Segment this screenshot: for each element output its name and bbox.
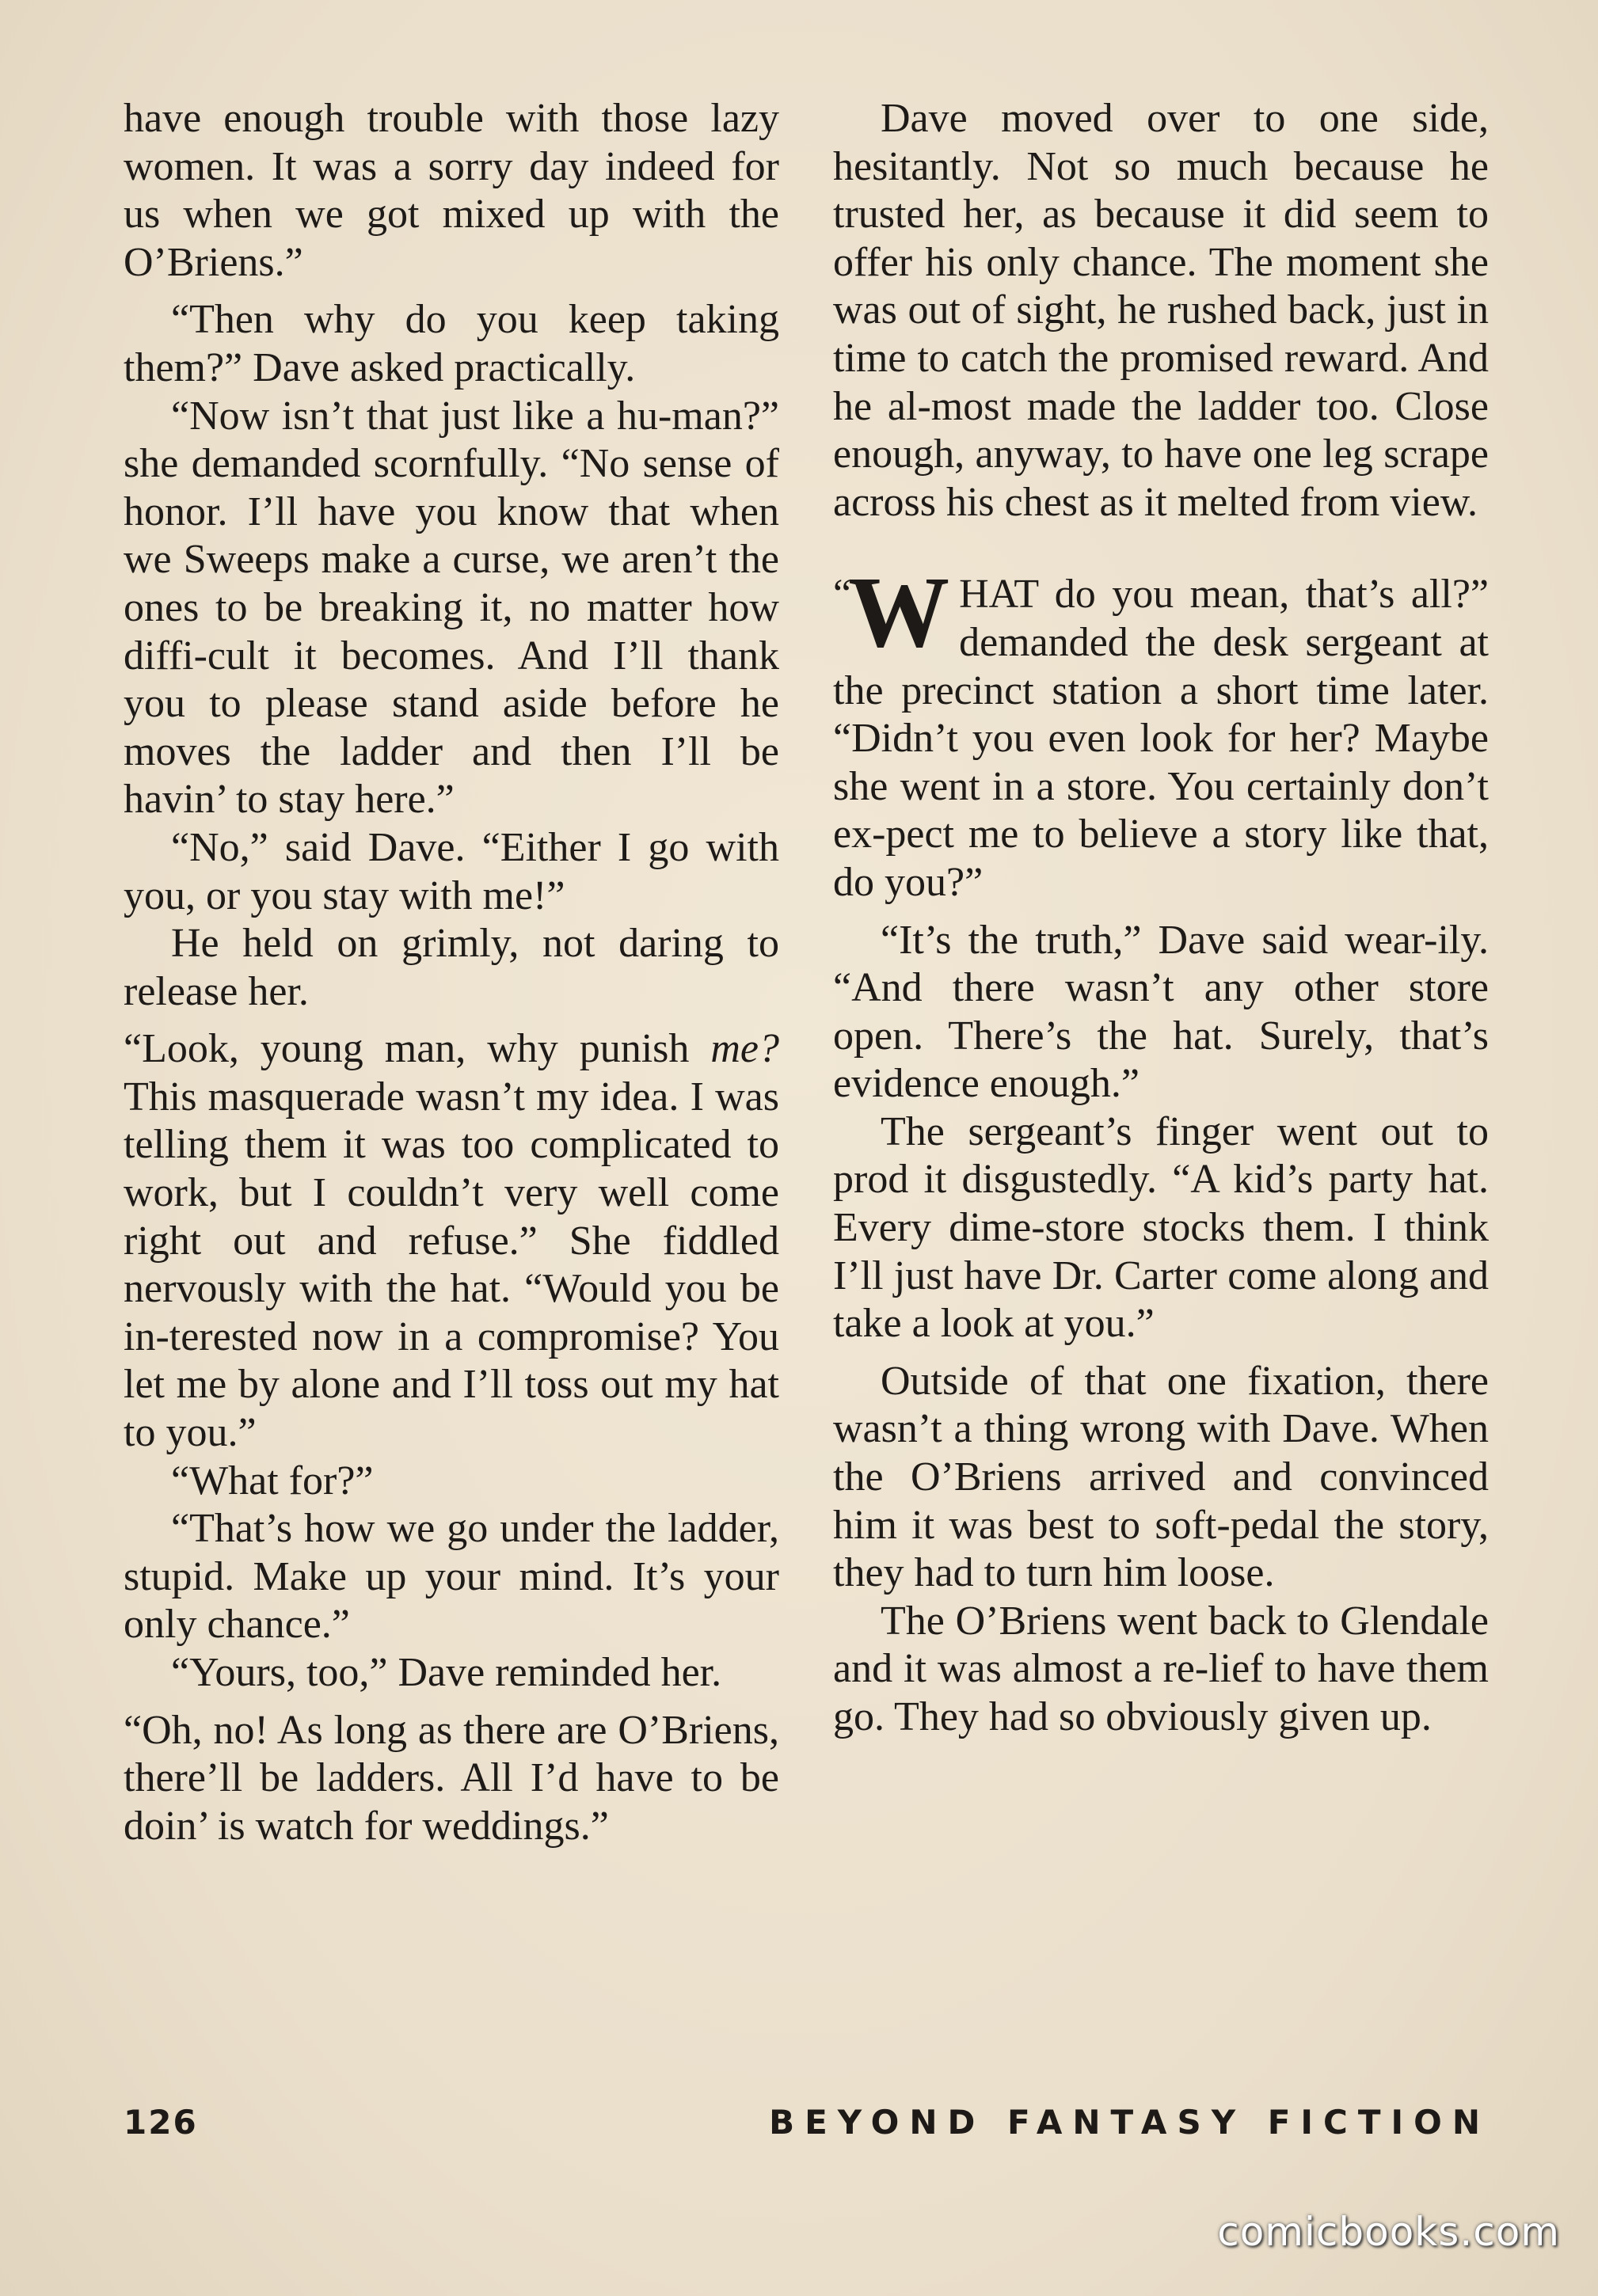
paragraph: “It’s the truth,” Dave said wear-ily. “And there wasn’t any other store open. There’s the hat. Surely, that’s evidence enough.” (833, 917, 1489, 1107)
paragraph: “What for?” (171, 1458, 374, 1503)
page-number: 126 (124, 2103, 198, 2142)
paragraph: “Then why do you keep taking them?” Dave asked practically. (124, 297, 779, 390)
paragraph: have enough trouble with those lazy women. It was a sorry day indeed for us when we got mixed up with the O’Briens.” (124, 96, 779, 285)
paragraph: “Yours, too,” Dave reminded her. (171, 1650, 722, 1695)
paragraph: Outside of that one fixation, there wasn’t a thing wrong with Dave. When the O’Briens arrived and convinced him it was best to soft-pedal the story, they had to turn him loose. (833, 1358, 1489, 1596)
paragraph: He held on grimly, not daring to release her. (124, 921, 779, 1014)
publication-title: BEYOND FANTASY FICTION (769, 2103, 1490, 2142)
page-footer (124, 2103, 1490, 2150)
paragraph: “That’s how we go under the ladder, stupid. Make up your mind. It’s your only chance.” (124, 1506, 779, 1648)
paragraph: “Oh, no! As long as there are O’Briens, there’ll be ladders. All I’d have to be doin’ is watch for weddings.” (124, 1707, 779, 1849)
opening-quote: “ (833, 572, 852, 618)
watermark: comicbooks.com (1217, 2209, 1560, 2255)
paragraph (124, 1025, 779, 1457)
paragraph: The sergeant’s finger went out to prod it disgustedly. “A kid’s party hat. Every dime-store stocks them. I think I’ll just have Dr. Carter come along and take a look at you.” (833, 1108, 1489, 1347)
right-column (833, 95, 1489, 1742)
paragraph-text: This masquerade wasn’t my idea. I was telling them it was too complicated to work, but I couldn’t very well come right out and refuse.” She fiddled nervously with the hat. “Would you be in-terested now in a compromise? You let me by alone and I’ll toss out my hat to you.” (124, 1074, 779, 1456)
paragraph-text: “Look, young man, why punish (124, 1026, 711, 1072)
drop-cap: W (848, 556, 950, 669)
paragraph: “Now isn’t that just like a hu-man?” she demanded scornfully. “No sense of honor. I’ll have you know that when we Sweeps make a curse, we aren’t the ones to be breaking it, no matter how diffi-cult it becomes. And I’ll thank you to please stand aside before he moves the ladder and then I’ll be havin’ to stay here.” (124, 393, 779, 823)
paragraph: The O’Briens went back to Glendale and it was almost a re-lief to have them go. They had so obviously given up. (833, 1598, 1489, 1739)
left-column (124, 95, 779, 1850)
paragraph-text: HAT do you mean, that’s all?” demanded the desk sergeant at the precinct station a short time later. “Didn’t you even look for her? Maybe she went in a store. You certainly don’t ex-pect me to believe a story like that, do you?” (833, 572, 1489, 905)
paragraph: “No,” said Dave. “Either I go with you, or you stay with me!” (124, 824, 779, 918)
emphasis-text: me? (710, 1026, 779, 1072)
section-opening-paragraph (833, 556, 1489, 907)
paragraph: Dave moved over to one side, hesitantly. Not so much because he trusted her, as because it did seem to offer his only chance. The moment she was out of sight, he rushed back, just in time to catch the promised reward. And he al-most made the ladder too. Close enough, anyway, to have one leg scrape across his chest as it melted from view. (833, 96, 1489, 525)
